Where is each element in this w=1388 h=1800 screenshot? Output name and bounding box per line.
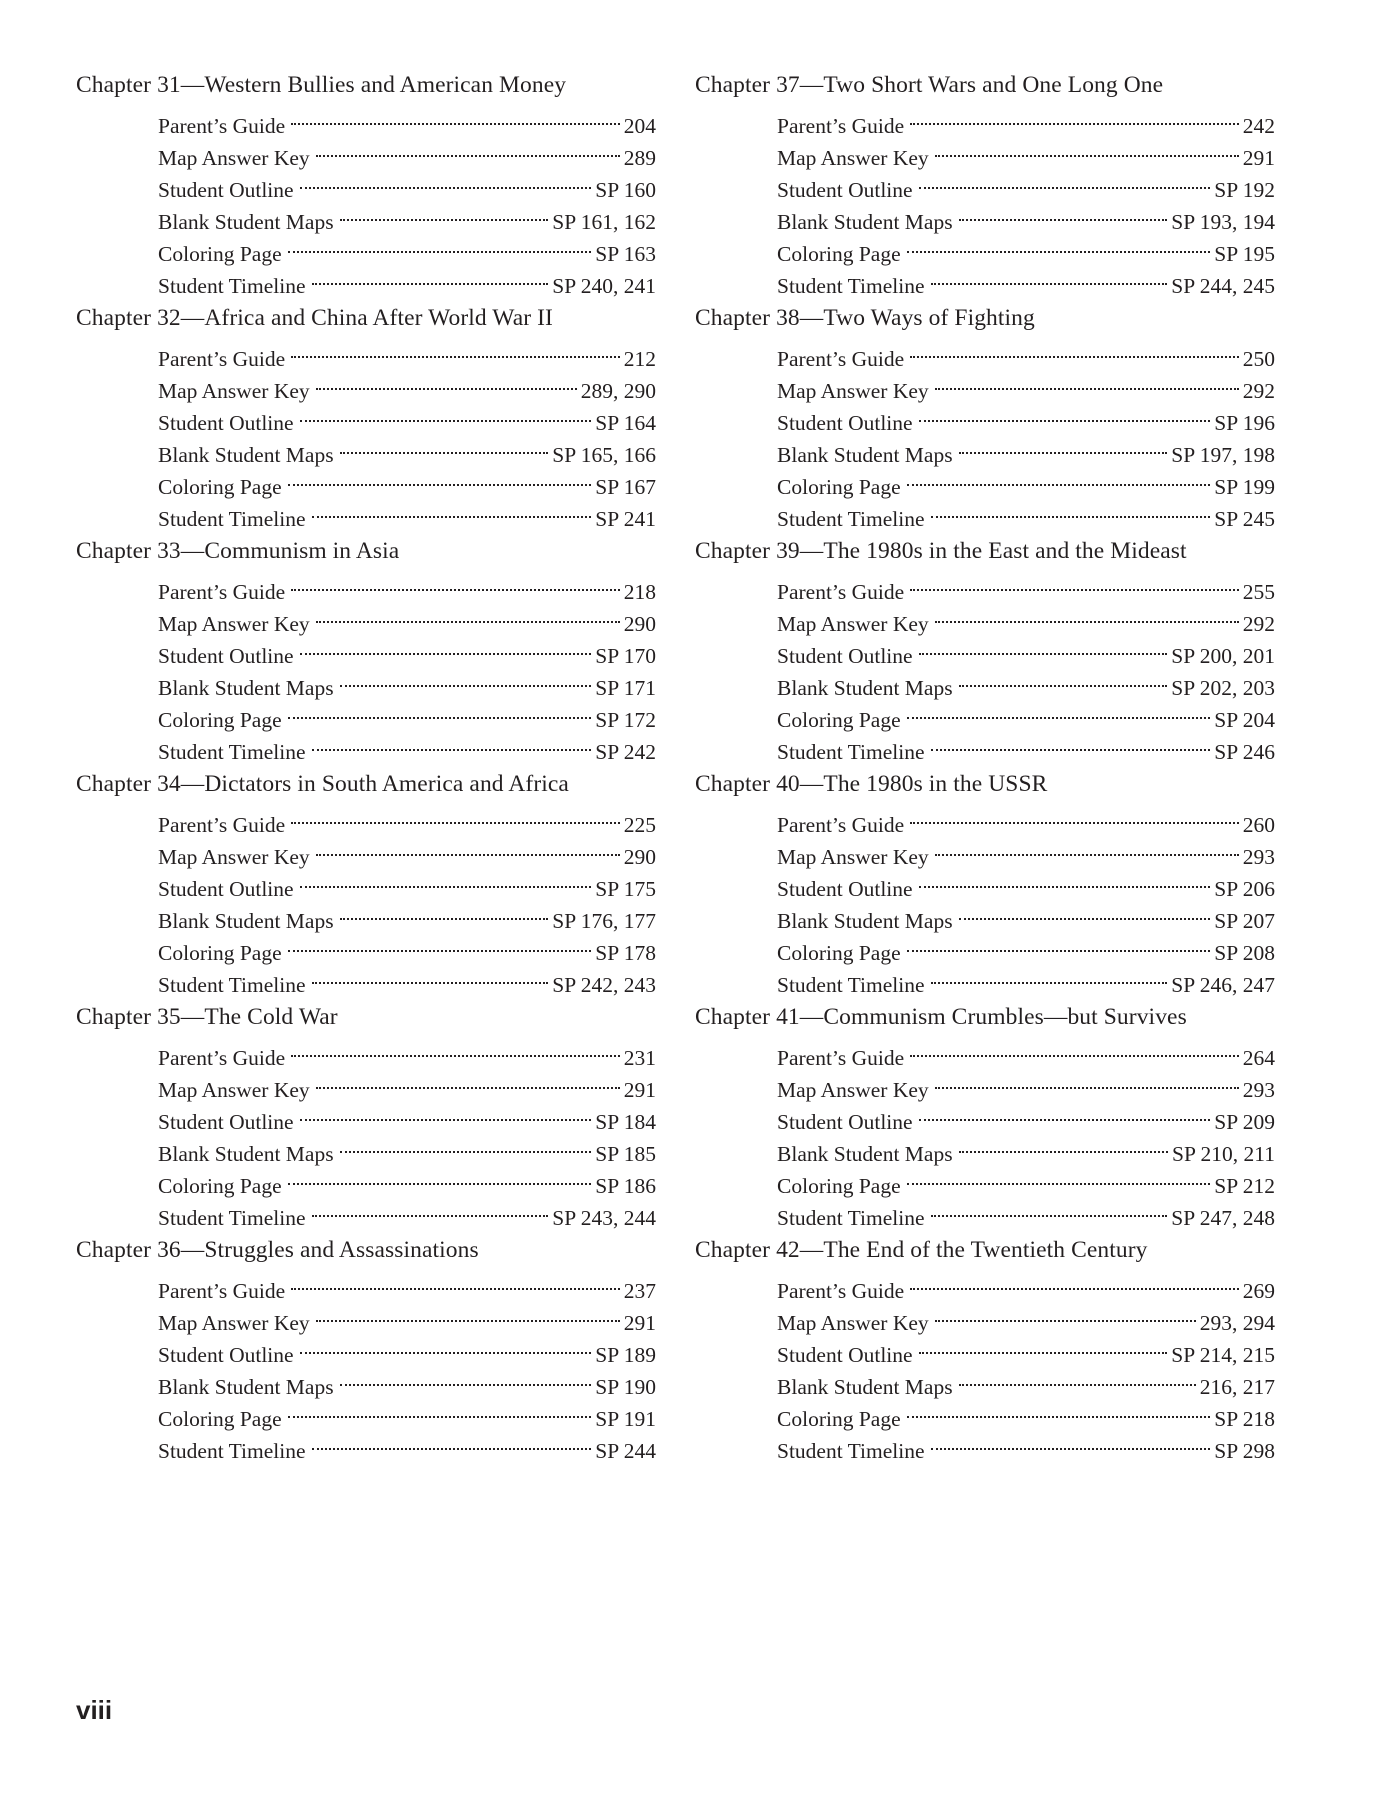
toc-entry-label: Parent’s Guide [777,813,905,837]
toc-entry-parent-s-guide [158,101,656,138]
toc-entry-label: Parent’s Guide [777,580,905,604]
dot-leader [340,430,549,462]
toc-entry-page: SP 206 [1214,877,1275,901]
chapter-title: Chapter 34—Dictators in South America and Africa [76,771,569,797]
toc-entry-label: Student Timeline [158,274,306,298]
toc-entry-label: Student Outline [777,877,913,901]
chapter-title: Chapter 42—The End of the Twentieth Century [695,1237,1148,1263]
toc-entry-page: 212 [623,347,656,371]
dot-leader [316,133,620,165]
dot-leader [959,1129,1168,1161]
toc-entry-label: Blank Student Maps [158,210,334,234]
toc-entry-label: Parent’s Guide [777,1046,905,1070]
dot-leader [288,1394,592,1426]
toc-entry-label: Student Outline [158,178,294,202]
toc-entry-page: SP 192 [1214,178,1275,202]
toc-entry-page: SP 196 [1214,411,1275,435]
toc-entry-page: SP 245 [1214,507,1275,531]
toc-entry-page: SP 240, 241 [552,274,656,298]
toc-entry-page: SP 184 [595,1110,656,1134]
toc-entry-page: SP 163 [595,242,656,266]
toc-entry-label: Map Answer Key [777,146,929,170]
toc-entry-label: Parent’s Guide [777,114,905,138]
toc-entry-page: 225 [623,813,656,837]
toc-entry-page: 218 [623,580,656,604]
toc-entry-parent-s-guide [158,1266,656,1303]
dot-leader [935,1065,1239,1097]
toc-entry-page: SP 171 [595,676,656,700]
toc-entry-label: Student Outline [777,1343,913,1367]
toc-right-column [695,70,1275,1468]
toc-entry-page: SP 242, 243 [552,973,656,997]
dot-leader [291,567,620,599]
chapter-block [695,769,1275,997]
toc-entry-parent-s-guide [777,334,1275,371]
toc-entry-page: 291 [623,1078,656,1102]
dot-leader [288,1161,592,1193]
toc-entry-label: Coloring Page [158,708,282,732]
dot-leader [300,165,592,197]
dot-leader [935,599,1239,631]
toc-entry-page: SP 298 [1214,1439,1275,1463]
toc-entry-page: SP 208 [1214,941,1275,965]
dot-leader [959,896,1211,928]
toc-entry-label: Parent’s Guide [158,347,286,371]
toc-entry-page: SP 178 [595,941,656,965]
toc-entry-page: SP 246, 247 [1171,973,1275,997]
toc-entry-page: 255 [1242,580,1275,604]
dot-leader [312,727,592,759]
toc-entry-page: SP 190 [595,1375,656,1399]
toc-entry-label: Coloring Page [158,1174,282,1198]
toc-entry-page: SP 202, 203 [1171,676,1275,700]
chapter-block [695,70,1275,298]
dot-leader [910,567,1239,599]
dot-leader [312,494,592,526]
toc-entry-label: Blank Student Maps [158,443,334,467]
toc-entry-page: 250 [1242,347,1275,371]
toc-entry-label: Coloring Page [777,242,901,266]
toc-entry-parent-s-guide [158,334,656,371]
toc-entry-page: 289, 290 [580,379,656,403]
page-number: viii [76,1695,113,1725]
toc-entry-label: Student Outline [158,644,294,668]
toc-entry-page: SP 246 [1214,740,1275,764]
toc-entry-page: SP 241 [595,507,656,531]
toc-entry-page: SP 210, 211 [1172,1142,1275,1166]
dot-leader [959,1362,1196,1394]
toc-entry-label: Coloring Page [777,1407,901,1431]
dot-leader [291,800,620,832]
dot-leader [288,928,592,960]
toc-entry-page: SP 195 [1214,242,1275,266]
toc-entry-page: 269 [1242,1279,1275,1303]
toc-entry-label: Blank Student Maps [777,909,953,933]
dot-leader [300,864,592,896]
toc-entry-parent-s-guide [777,567,1275,604]
toc-entry-page: SP 167 [595,475,656,499]
toc-entry-page: 290 [623,612,656,636]
dot-leader [316,366,577,398]
toc-entry-label: Student Timeline [158,1206,306,1230]
toc-entry-label: Map Answer Key [777,845,929,869]
toc-left-column [76,70,656,1468]
chapter-title: Chapter 33—Communism in Asia [76,538,400,564]
toc-entry-page: 242 [1242,114,1275,138]
toc-entry-label: Student Outline [158,877,294,901]
dot-leader [312,960,549,992]
toc-entry-parent-s-guide [158,1033,656,1070]
toc-entry-page: SP 207 [1214,909,1275,933]
toc-entry-page: 292 [1242,379,1275,403]
chapter-title: Chapter 37—Two Short Wars and One Long One [695,72,1164,98]
toc-entry-label: Blank Student Maps [777,676,953,700]
dot-leader [910,800,1239,832]
toc-entry-parent-s-guide [777,1033,1275,1070]
toc-entry-page: SP 212 [1214,1174,1275,1198]
toc-entry-label: Student Outline [777,644,913,668]
toc-entry-label: Student Outline [777,178,913,202]
toc-entry-page: SP 204 [1214,708,1275,732]
toc-entry-page: 289 [623,146,656,170]
toc-entry-label: Map Answer Key [777,1078,929,1102]
dot-leader [291,1266,620,1298]
dot-leader [907,229,1211,261]
dot-leader [312,261,549,293]
toc-entry-label: Student Timeline [777,507,925,531]
dot-leader [288,695,592,727]
dot-leader [291,334,620,366]
toc-entry-label: Parent’s Guide [158,1046,286,1070]
toc-entry-label: Student Timeline [777,1206,925,1230]
chapter-title: Chapter 38—Two Ways of Fighting [695,305,1035,331]
toc-entry-label: Parent’s Guide [777,347,905,371]
toc-entry-label: Blank Student Maps [158,1375,334,1399]
toc-entry-label: Student Timeline [158,973,306,997]
toc-entry-page: SP 165, 166 [552,443,656,467]
dot-leader [959,663,1168,695]
toc-entry-page: SP 199 [1214,475,1275,499]
chapter-block [695,1002,1275,1230]
dot-leader [316,1065,620,1097]
dot-leader [312,1193,549,1225]
dot-leader [935,1298,1196,1330]
toc-entry-label: Coloring Page [158,1407,282,1431]
dot-leader [935,133,1239,165]
toc-entry-label: Map Answer Key [158,1078,310,1102]
toc-entry-parent-s-guide [158,567,656,604]
toc-entry-parent-s-guide [777,1266,1275,1303]
toc-entry-page: SP 164 [595,411,656,435]
dot-leader [919,864,1211,896]
dot-leader [300,1330,592,1362]
toc-entry-page: 293 [1242,845,1275,869]
chapter-title: Chapter 36—Struggles and Assassinations [76,1237,479,1263]
chapter-block [76,1235,656,1463]
toc-entry-label: Map Answer Key [158,146,310,170]
toc-entry-page: SP 243, 244 [552,1206,656,1230]
dot-leader [919,1097,1211,1129]
dot-leader [340,1362,592,1394]
toc-entry-label: Blank Student Maps [777,443,953,467]
toc-entry-label: Map Answer Key [777,1311,929,1335]
dot-leader [910,1033,1239,1065]
chapter-block [76,70,656,298]
toc-entry-page: SP 214, 215 [1171,1343,1275,1367]
dot-leader [919,398,1211,430]
dot-leader [291,101,620,133]
toc-entry-label: Student Timeline [777,740,925,764]
toc-entry-page: SP 191 [595,1407,656,1431]
dot-leader [907,928,1211,960]
dot-leader [931,960,1168,992]
toc-entry-page: SP 244 [595,1439,656,1463]
dot-leader [300,1097,592,1129]
toc-entry-label: Coloring Page [777,475,901,499]
toc-entry-page: 264 [1242,1046,1275,1070]
toc-entry-parent-s-guide [158,800,656,837]
chapter-title: Chapter 39—The 1980s in the East and the Mideast [695,538,1187,564]
dot-leader [300,398,592,430]
dot-leader [959,430,1168,462]
toc-entry-label: Map Answer Key [158,612,310,636]
chapter-block [695,1235,1275,1463]
dot-leader [312,1426,592,1458]
chapter-block [695,303,1275,531]
toc-entry-label: Blank Student Maps [777,1375,953,1399]
toc-entry-page: 293, 294 [1199,1311,1275,1335]
dot-leader [316,1298,620,1330]
toc-entry-page: SP 172 [595,708,656,732]
dot-leader [300,631,592,663]
toc-entry-label: Blank Student Maps [777,1142,953,1166]
toc-entry-label: Map Answer Key [158,379,310,403]
dot-leader [935,366,1239,398]
toc-entry-page: SP 176, 177 [552,909,656,933]
toc-entry-page: SP 197, 198 [1171,443,1275,467]
dot-leader [910,1266,1239,1298]
dot-leader [919,631,1168,663]
toc-entry-label: Parent’s Guide [777,1279,905,1303]
dot-leader [931,261,1168,293]
toc-entry-label: Student Timeline [158,1439,306,1463]
toc-entry-label: Student Timeline [158,740,306,764]
toc-entry-label: Coloring Page [158,475,282,499]
toc-entry-label: Student Timeline [777,973,925,997]
chapter-block [76,1002,656,1230]
toc-entry-page: 260 [1242,813,1275,837]
toc-entry-label: Student Timeline [158,507,306,531]
toc-entry-page: SP 160 [595,178,656,202]
toc-entry-label: Parent’s Guide [158,114,286,138]
toc-entry-label: Coloring Page [777,708,901,732]
chapter-title: Chapter 31—Western Bullies and American Money [76,72,567,98]
chapter-title: Chapter 40—The 1980s in the USSR [695,771,1048,797]
toc-entry-page: SP 244, 245 [1171,274,1275,298]
toc-entry-label: Student Outline [158,1110,294,1134]
chapter-title: Chapter 35—The Cold War [76,1004,338,1030]
toc-entry-label: Map Answer Key [777,612,929,636]
dot-leader [910,334,1239,366]
toc-entry-label: Blank Student Maps [158,1142,334,1166]
toc-entry-page: SP 185 [595,1142,656,1166]
toc-entry-label: Parent’s Guide [158,580,286,604]
dot-leader [340,1129,592,1161]
toc-entry-label: Student Outline [158,411,294,435]
toc-entry-page: 231 [623,1046,656,1070]
toc-entry-page: SP 209 [1214,1110,1275,1134]
chapter-title: Chapter 41—Communism Crumbles—but Survives [695,1004,1187,1030]
dot-leader [931,1426,1211,1458]
toc-entry-page: SP 175 [595,877,656,901]
dot-leader [288,229,592,261]
dot-leader [907,1161,1211,1193]
toc-entry-label: Coloring Page [158,941,282,965]
dot-leader [935,832,1239,864]
chapter-block [76,536,656,764]
toc-entry-page: SP 247, 248 [1171,1206,1275,1230]
toc-entry-page: 291 [1242,146,1275,170]
toc-entry-page: 290 [623,845,656,869]
chapter-block [76,769,656,997]
dot-leader [340,197,549,229]
dot-leader [291,1033,620,1065]
dot-leader [288,462,592,494]
toc-entry-parent-s-guide [777,800,1275,837]
toc-entry-label: Student Timeline [777,274,925,298]
dot-leader [919,1330,1168,1362]
toc-entry-parent-s-guide [777,101,1275,138]
toc-entry-label: Student Timeline [777,1439,925,1463]
dot-leader [340,663,592,695]
dot-leader [907,695,1211,727]
toc-entry-page: SP 170 [595,644,656,668]
dot-leader [907,1394,1211,1426]
dot-leader [931,494,1211,526]
toc-entry-page: SP 242 [595,740,656,764]
toc-entry-page: 237 [623,1279,656,1303]
toc-entry-label: Coloring Page [158,242,282,266]
dot-leader [919,165,1211,197]
toc-entry-label: Blank Student Maps [158,909,334,933]
toc-entry-page: SP 186 [595,1174,656,1198]
toc-entry-label: Blank Student Maps [158,676,334,700]
dot-leader [931,727,1211,759]
toc-entry-label: Map Answer Key [158,1311,310,1335]
toc-entry-page: 293 [1242,1078,1275,1102]
toc-entry-page: 204 [623,114,656,138]
chapter-block [695,536,1275,764]
toc-entry-label: Coloring Page [777,941,901,965]
toc-entry-page: SP 200, 201 [1171,644,1275,668]
dot-leader [316,832,620,864]
toc-entry-label: Student Outline [158,1343,294,1367]
toc-entry-page: SP 218 [1214,1407,1275,1431]
toc-entry-page: SP 189 [595,1343,656,1367]
chapter-block [76,303,656,531]
toc-entry-label: Map Answer Key [158,845,310,869]
chapter-title: Chapter 32—Africa and China After World War II [76,305,553,331]
dot-leader [959,197,1168,229]
toc-entry-label: Map Answer Key [777,379,929,403]
toc-entry-label: Parent’s Guide [158,813,286,837]
toc-entry-page: 291 [623,1311,656,1335]
toc-entry-page: SP 161, 162 [552,210,656,234]
toc-entry-page: 216, 217 [1199,1375,1275,1399]
dot-leader [931,1193,1168,1225]
dot-leader [340,896,549,928]
dot-leader [910,101,1239,133]
toc-entry-label: Coloring Page [777,1174,901,1198]
dot-leader [316,599,620,631]
toc-entry-label: Student Outline [777,1110,913,1134]
dot-leader [907,462,1211,494]
toc-entry-label: Blank Student Maps [777,210,953,234]
toc-entry-page: 292 [1242,612,1275,636]
toc-entry-page: SP 193, 194 [1171,210,1275,234]
toc-entry-label: Student Outline [777,411,913,435]
toc-entry-label: Parent’s Guide [158,1279,286,1303]
